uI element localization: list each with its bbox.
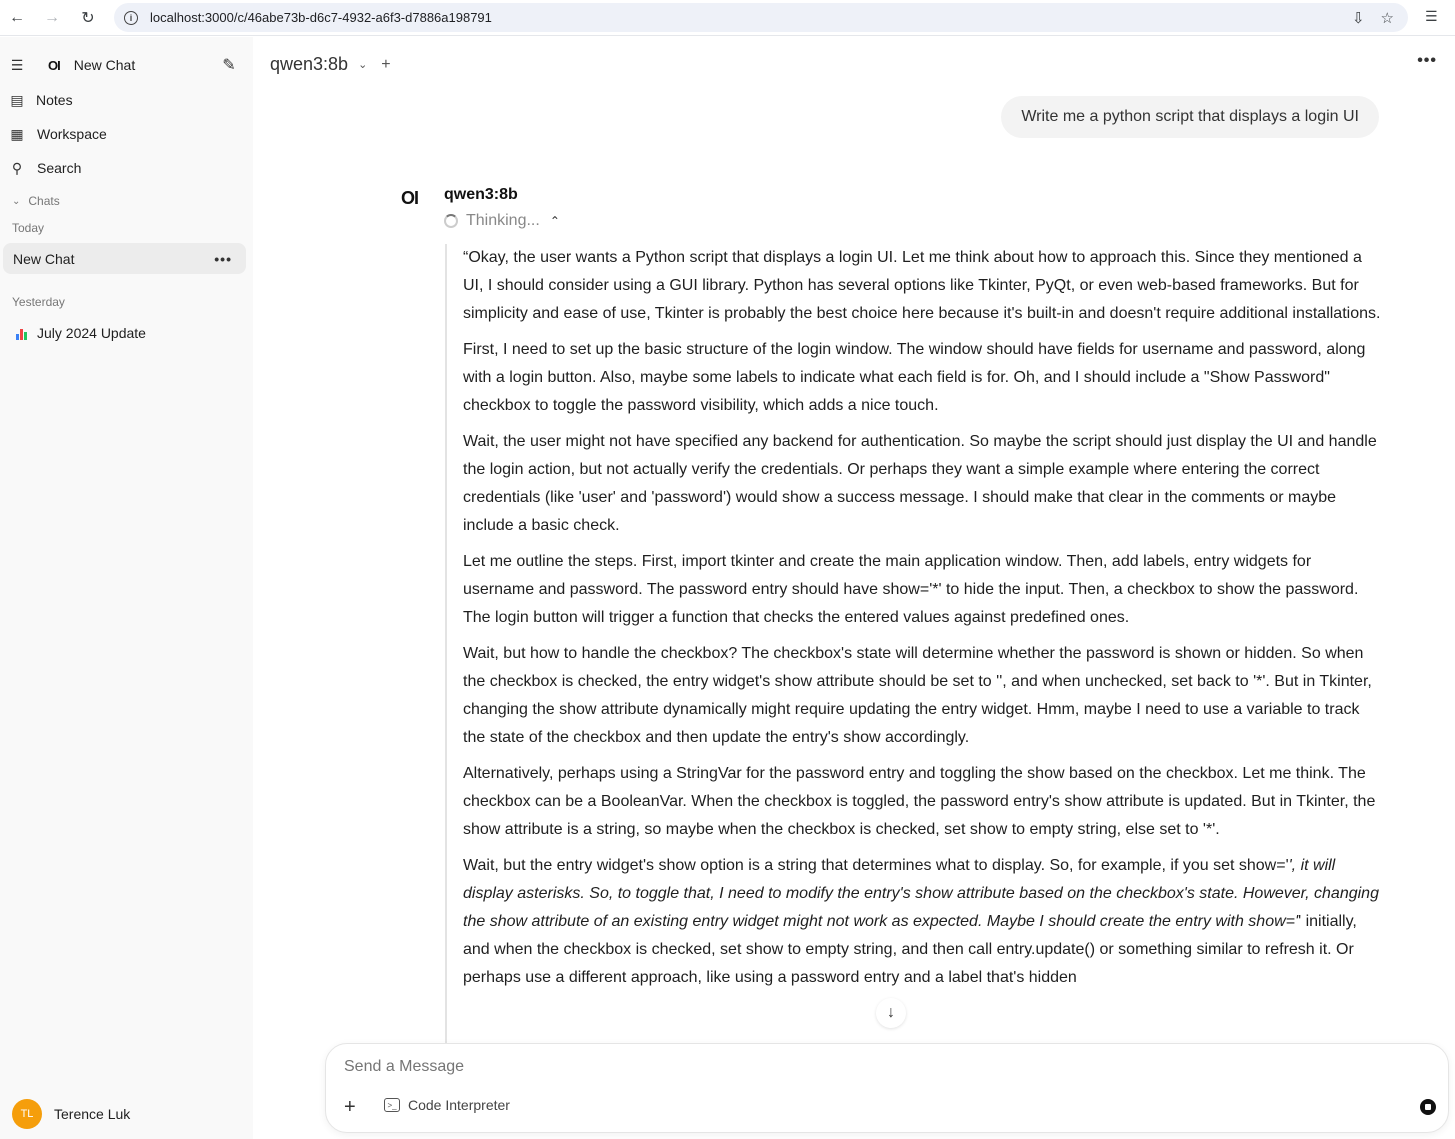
sidebar-item-workspace[interactable] <box>0 119 253 149</box>
workspace-grid-icon: ▦ <box>10 125 24 142</box>
message-input[interactable] <box>344 1058 1244 1076</box>
sidebar-item-notes[interactable] <box>0 85 253 115</box>
assistant-name: qwen3:8b <box>444 186 518 203</box>
bookmark-star-icon[interactable]: ☆ <box>1380 9 1394 27</box>
reasoning-paragraph: Wait, the user might not have specified any backend for authentication. So maybe the script should just display the UI and handle the login action, but not actually verify the credentials. Or perhaps they want a simple example where entering the correct credentials (like 'user' and 'password') would show a success message. I should make that clear in the comments or maybe include a basic check. <box>463 433 1377 534</box>
reload-icon[interactable]: ↻ <box>81 10 95 27</box>
chevron-up-icon: ⌃ <box>549 214 560 228</box>
site-info-icon[interactable]: i <box>124 11 138 25</box>
sidebar <box>0 37 253 1139</box>
today-heading: Today <box>12 221 45 235</box>
user-name: Terence Luk <box>54 1106 131 1122</box>
yesterday-heading: Yesterday <box>12 295 65 309</box>
address-bar[interactable] <box>114 3 1408 32</box>
spinner-icon <box>444 214 458 228</box>
thinking-label: Thinking... <box>466 212 540 229</box>
user-menu[interactable] <box>12 1099 130 1129</box>
reasoning-italic-text: ', it will display asterisks. So, to toggle that, I need to modify the entry's show attribute based on the checkbox's state. However, changing the show attribute of an existing entry widget might not work as expected. Maybe I should create the entry with show=' <box>463 857 1379 930</box>
stop-icon <box>1425 1104 1431 1110</box>
chats-folder-toggle[interactable] <box>0 187 253 215</box>
search-icon: ⚲ <box>11 159 23 176</box>
reasoning-paragraph: First, I need to set up the basic structure of the login window. The window should have fields for username and password, along with a login button. Also, maybe some labels to indicate what each field is for. Oh, and I should include a "Show Password" checkbox to toggle the password visibility, which adds a nice touch. <box>463 341 1366 414</box>
browser-toolbar <box>0 0 1455 36</box>
chat-item-active[interactable] <box>3 243 246 274</box>
chat-options-icon[interactable]: ••• <box>214 250 232 267</box>
install-app-icon[interactable]: ⇩ <box>1351 9 1365 27</box>
chat-item-title: New Chat <box>13 250 75 267</box>
code-interpreter-button[interactable] <box>384 1097 510 1113</box>
reading-list-icon[interactable]: ☰ <box>1425 8 1438 24</box>
reasoning-paragraph: Let me outline the steps. First, import tkinter and create the main application window. Then, add labels, entry widgets for username and password. The password entry should have show='*' to hide the input. Then, a checkbox to show the password. The login button will trigger a function that checks the entered values against predefined ones. <box>463 553 1359 626</box>
sidebar-item-label: Notes <box>36 92 73 108</box>
sidebar-item-search[interactable] <box>0 153 253 183</box>
user-message-text: Write me a python script that displays a login UI <box>1021 108 1359 125</box>
reasoning-content <box>445 244 1385 1044</box>
chevron-down-icon[interactable]: ⌄ <box>358 59 368 71</box>
user-message-bubble <box>1001 96 1379 138</box>
stop-generation-button[interactable] <box>1420 1099 1436 1115</box>
sidebar-item-label: Workspace <box>37 126 107 142</box>
attach-plus-icon[interactable]: + <box>344 1096 356 1118</box>
new-chat-link[interactable]: New Chat <box>73 57 136 73</box>
sidebar-toggle-icon[interactable]: ☰ <box>10 56 24 73</box>
model-name: qwen3:8b <box>270 54 349 74</box>
code-interpreter-label: Code Interpreter <box>408 1097 510 1113</box>
sidebar-header <box>0 50 253 80</box>
chat-menu-icon[interactable]: ••• <box>1417 52 1437 69</box>
chats-label: Chats <box>28 194 60 208</box>
avatar: TL <box>12 1099 42 1129</box>
notes-icon: ▤ <box>10 91 24 108</box>
add-model-icon[interactable]: + <box>381 55 391 73</box>
reasoning-text: Wait, but the entry widget's show option is a string that determines what to display. So, for example, if you set show=' <box>463 857 1289 874</box>
message-composer <box>325 1043 1449 1133</box>
chat-item-title: July 2024 Update <box>37 325 146 341</box>
reasoning-text: ' initially, and when the checkbox is checked, set show to empty string, and then call entry.update() or something similar to refresh it. Or perhaps use a different approach, like using a password entry and a label that's hidden <box>463 913 1357 986</box>
chat-item[interactable] <box>0 318 253 348</box>
reasoning-paragraph: Wait, but how to handle the checkbox? The checkbox's state will determine whether the password is shown or hidden. So when the checkbox is checked, the entry widget's show attribute should be set to '', and when unchecked, set back to '*'. But in Tkinter, changing the show attribute dynamically might require updating the entry widget. Hmm, maybe I need to use a variable to track the state of the checkbox and then update the entry's show accordingly. <box>463 645 1372 746</box>
thinking-toggle[interactable] <box>444 212 560 230</box>
reasoning-paragraph-last <box>463 852 1385 992</box>
model-selector[interactable] <box>270 54 391 75</box>
brand-logo: OI <box>48 57 60 73</box>
terminal-icon: >_ <box>384 1098 400 1112</box>
bar-chart-emoji-icon <box>16 327 29 340</box>
forward-icon[interactable]: → <box>44 9 60 26</box>
scroll-to-bottom-icon[interactable]: ↓ <box>876 998 906 1028</box>
reasoning-paragraph: Alternatively, perhaps using a StringVar for the password entry and toggling the show based on the checkbox. Let me think. The checkbox can be a BooleanVar. When the checkbox is toggled, the password entry's show attribute is updated. But in Tkinter, the show attribute is a string, so maybe when the checkbox is checked, set show to empty string, else set to '*'. <box>463 765 1376 838</box>
sidebar-item-label: Search <box>37 160 82 176</box>
back-icon[interactable]: ← <box>9 9 25 26</box>
new-chat-edit-icon[interactable]: ✎ <box>222 57 236 74</box>
chevron-down-icon: ⌄ <box>12 195 21 207</box>
assistant-avatar: OI <box>401 188 419 208</box>
reasoning-paragraph: “Okay, the user wants a Python script that displays a login UI. Let me think about how to approach this. Since they mentioned a UI, I should consider using a GUI library. Python has several options like Tkinter, PyQt, or even web-based frameworks. But for simplicity and ease of use, Tkinter is probably the best choice here because it's built-in and doesn't require additional installations. <box>463 249 1381 322</box>
url-text[interactable]: localhost:3000/c/46abe73b-d6c7-4932-a6f3-d7886a198791 <box>150 10 492 25</box>
